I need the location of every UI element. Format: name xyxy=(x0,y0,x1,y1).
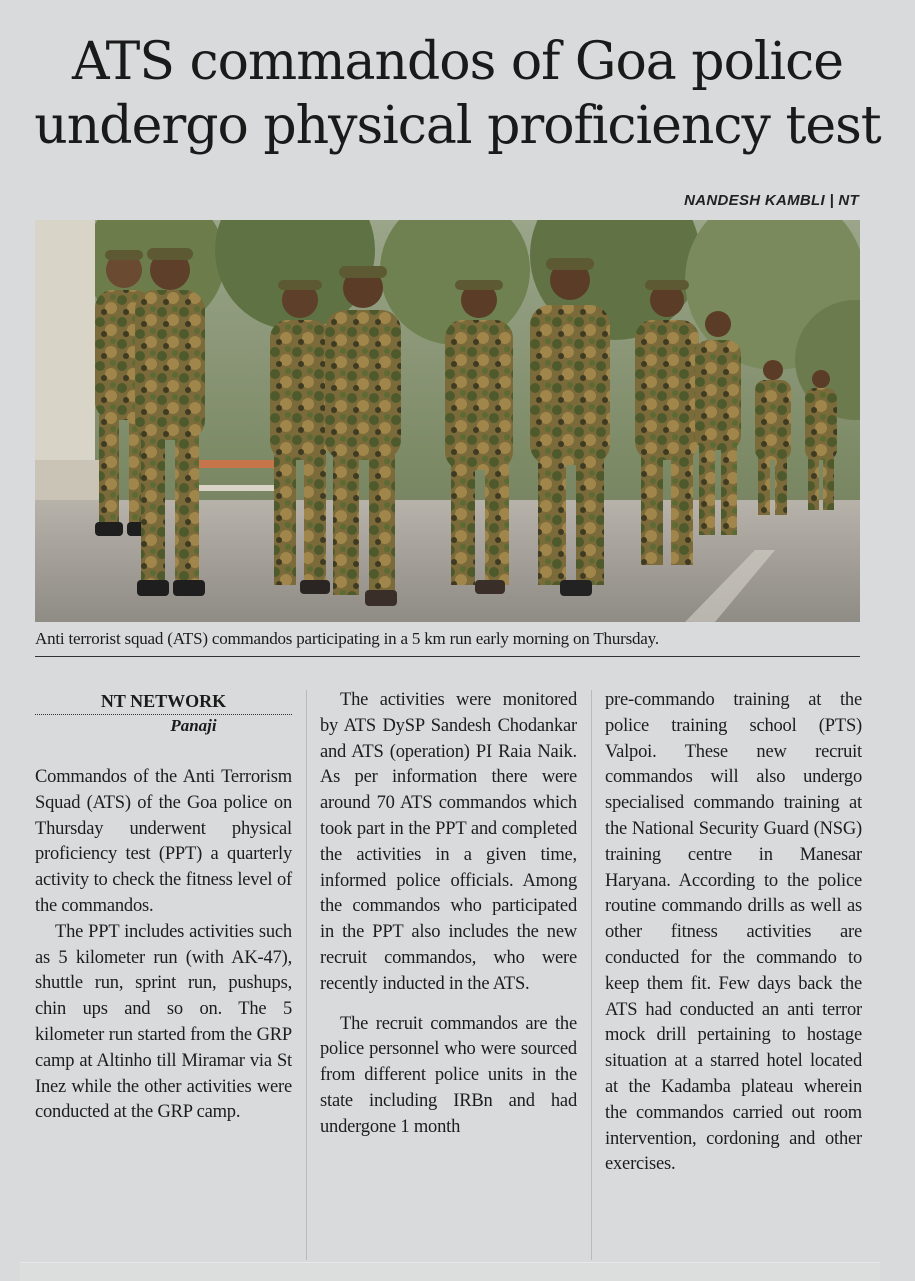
headline-line-1: ATS commandos of Goa police xyxy=(71,32,844,92)
byline: NANDESH KAMBLI | NT xyxy=(684,192,859,209)
photo-caption: Anti terrorist squad (ATS) commandos participating in a 5 km run early morning on Thursday. xyxy=(35,628,860,657)
article-column-3 xyxy=(605,688,862,1178)
news-photo xyxy=(35,220,860,622)
paragraph: pre-commando training at the police training school (PTS) Valpoi. These new recruit commandos will also undergo specialised commando training at the National Security Guard (NSG) training centre in Manesar Haryana. According to the police routine commando drills as well as other fitness activities are conducted for the commando to keep them fit. Few days back the ATS had conducted an anti terror mock drill pertaining to hostage situation at a starred hotel located at the Kadamba plateau wherein the commandos carried out room intervention, cordoning and other exercises. xyxy=(605,690,862,1175)
news-agency: NT NETWORK xyxy=(35,690,292,715)
headline-line-2: undergo physical proficiency test xyxy=(34,96,881,156)
dateline xyxy=(35,690,292,737)
article-column-2 xyxy=(320,688,577,1141)
paragraph: Commandos of the Anti Terrorism Squad (ATS) of the Goa police on Thursday underwent physical proficiency test (PPT) a quarterly activity to check the fitness level of the commandos. xyxy=(35,767,292,916)
paragraph: The PPT includes activities such as 5 kilometer run (with AK-47), shuttle run, sprint run, pushups, chin ups and so on. The 5 kilometer run started from the GRP camp at Altinho till Miramar via St Inez while the other activities were conducted at the GRP camp. xyxy=(35,921,292,1123)
headline xyxy=(20,30,895,158)
paragraph: The recruit commandos are the police personnel who were sourced from different police units in the state including IRBn and had undergone 1 month xyxy=(320,1013,577,1137)
column-separator xyxy=(306,690,307,1260)
column-separator xyxy=(591,690,592,1260)
photo-illustration xyxy=(35,220,860,622)
page-bottom-edge xyxy=(20,1262,880,1281)
paragraph: The activities were monitored by ATS DySP Sandesh Chodankar and ATS (operation) PI Raia Naik. As per information there were around 70 ATS commandos which took part in the PPT and completed the activities in a given time, informed police officials. Among the commandos who participated in the PPT also includes the new recruit commandos, who were recently inducted in the ATS. xyxy=(320,690,577,994)
article-column-1 xyxy=(35,765,292,1126)
dateline-place: Panaji xyxy=(170,716,217,735)
